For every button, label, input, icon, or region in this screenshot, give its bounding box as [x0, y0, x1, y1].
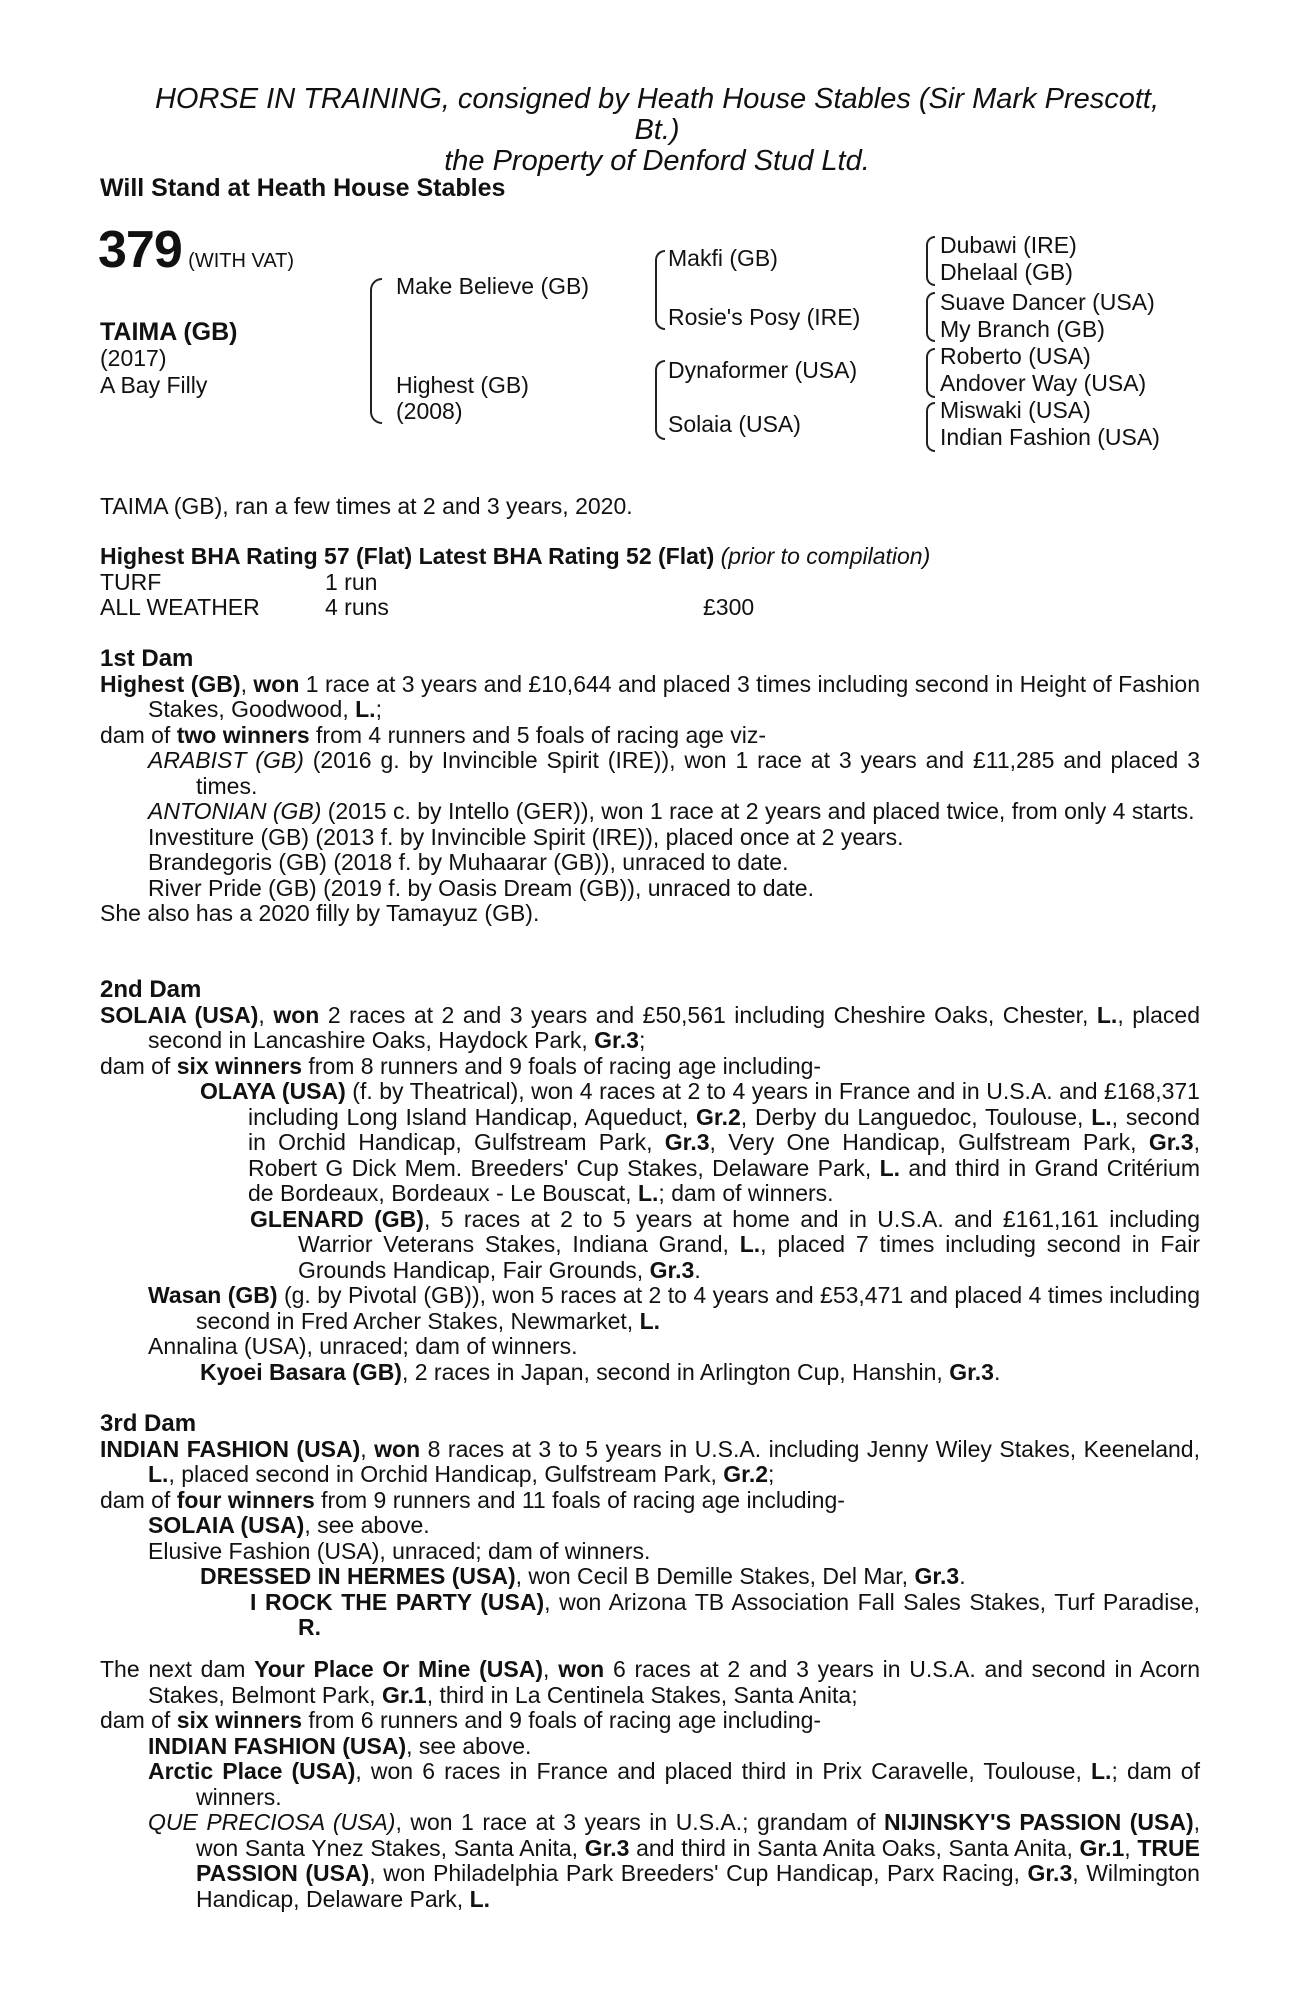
record-text: , won Cecil B Demille Stakes, Del Mar,: [515, 1563, 915, 1589]
group-grade: Gr.3: [584, 1834, 630, 1861]
first-dam-child: [100, 748, 1200, 799]
record-text: , Very One Handicap, Gulfstream Park,: [709, 1129, 1149, 1155]
record-text: , third in La Centinela Stakes, Santa Anita;: [426, 1681, 858, 1708]
record-text: , won Philadelphia Park Breeders' Cup Handicap, Parx Racing,: [369, 1860, 1028, 1886]
child-name: OLAYA (USA): [200, 1078, 346, 1104]
aw-label: ALL WEATHER: [100, 594, 260, 620]
winners-count: six winners: [176, 1052, 302, 1079]
first-dam-note: She also has a 2020 filly by Tamayuz (GB).: [100, 900, 540, 926]
glenard-entry: [100, 1207, 1200, 1284]
pedigree-dss: Roberto (USA): [940, 343, 1091, 369]
group-grade: Gr.1: [1079, 1834, 1125, 1861]
record-text: , see above.: [406, 1732, 532, 1759]
record-text: , see above.: [304, 1512, 430, 1538]
record-text: and third in Santa Anita Oaks, Santa Anita,: [629, 1834, 1080, 1861]
punct: .: [694, 1256, 701, 1283]
winners-count: four winners: [176, 1486, 315, 1513]
listed-grade: L.: [469, 1885, 491, 1912]
consignor-line: HORSE IN TRAINING, consigned by Heath House Stables (Sir Mark Prescott,: [154, 83, 1160, 115]
punct: ;: [768, 1461, 775, 1487]
group-grade: Gr.1: [381, 1681, 427, 1708]
won-label: won: [558, 1656, 605, 1682]
record-text: , won 6 races in France and placed third in Prix Caravelle, Toulouse,: [355, 1758, 1091, 1784]
arctic-entry: [100, 1759, 1200, 1810]
record-text: 6 races at 2 and 3 years in U.S.A. and second in Acorn Stakes, Belmont Park,: [148, 1656, 1201, 1708]
record-text: , Derby du Languedoc, Toulouse,: [740, 1103, 1092, 1130]
record-text: (g. by Pivotal (GB)), won 5 races at 2 to 4 years and £53,471 and placed 4 times including second in Fred Archer Stakes, Newmarket,: [196, 1282, 1200, 1334]
intro-text: The next dam: [100, 1656, 255, 1682]
second-dam-heading: 2nd Dam: [100, 976, 202, 1003]
child-name: QUE PRECIOSA (USA): [148, 1809, 396, 1835]
pedigree-dsd: Andover Way (USA): [940, 370, 1147, 396]
damof-text: dam of: [100, 1052, 177, 1079]
group-grade: Gr.3: [594, 1027, 639, 1053]
pedigree-dam: Highest (GB): [396, 372, 529, 398]
record-text: (f. by Theatrical), won 4 races at 2 to 4 years in France and in U.S.A. and £168,371 including Long Island Handicap, Aqueduct,: [248, 1078, 1200, 1130]
third-dam-produce: [100, 1488, 1200, 1514]
punct: ;: [638, 1027, 646, 1053]
child-name: GLENARD (GB): [250, 1205, 424, 1232]
group-grade: Gr.3: [914, 1563, 960, 1589]
first-dam-text: 1 race at 3 years and £10,644 and placed 3 times including second in Height of Fashion Stakes, Goodwood,: [148, 670, 1200, 722]
pedigree-sire: Make Believe (GB): [396, 273, 590, 299]
second-dam-produce: [100, 1054, 1200, 1080]
child-record: (2016 g. by Invincible Spirit (IRE)), won 1 race at 3 years and £11,285 and placed 3 times.: [196, 747, 1200, 799]
indian-entry: [100, 1734, 1200, 1760]
record-text: , 2 races in Japan, second in Arlington Cup, Hanshin,: [401, 1358, 950, 1385]
pedigree-ss: Makfi (GB): [668, 245, 778, 271]
aw-prize: £300: [703, 594, 755, 620]
first-dam-produce: [100, 723, 1200, 749]
group-grade: Gr.2: [723, 1461, 769, 1487]
punct: .: [959, 1563, 966, 1589]
pedigree-brace-dam: [655, 360, 665, 440]
lot-number-block: [98, 221, 295, 279]
first-dam-section: [100, 646, 1200, 927]
pedigree-brace-ds: [926, 348, 935, 398]
listed-grade: L.: [1091, 1103, 1112, 1130]
fourth-dam-section: [100, 1657, 1200, 1912]
record-text: ; dam of winners.: [196, 1758, 1200, 1810]
child-name: Wasan (GB): [148, 1282, 278, 1308]
solaia-entry: [100, 1513, 1200, 1539]
first-dam-child: Investiture (GB) (2013 f. by Invincible Spirit (IRE)), placed once at 2 years.: [148, 823, 904, 850]
que-entry: QUE PRECIOSA (USA), won 1 race at 3 years in U.S.A.; grandam of NIJINSKY'S PASSION (USA), won Santa Ynez Stakes, Santa Anita, Gr.3 and third in Santa Anita Oaks, Santa Anita, Gr.1, TRUE PASSION (USA), won Philadelphia Park Breeders' Cup Handicap, Parx Racing, Gr.3, Wilmington Handicap, Delaware Park, L.: [148, 1809, 1200, 1912]
pedigree-brace-sd: [926, 292, 935, 342]
runners-text: from 8 runners and 9 foals of racing age including-: [302, 1052, 822, 1079]
record-text: ; dam of winners.: [658, 1180, 834, 1206]
record-text: , second in Orchid Handicap, Gulfstream Park,: [248, 1103, 1200, 1155]
won-label: won: [273, 1001, 320, 1028]
horse-name: TAIMA (GB): [100, 318, 238, 346]
record-text: and third in Grand Critérium de Bordeaux, Bordeaux - Le Bouscat,: [248, 1154, 1200, 1206]
consignor-line-2: Bt.): [634, 114, 680, 146]
winners-count: two winners: [176, 721, 310, 748]
rating-line: [100, 544, 930, 570]
listed-grade: L.: [637, 1180, 659, 1206]
punct: .: [993, 1358, 1001, 1385]
grandchild-name: NIJINSKY'S PASSION (USA): [884, 1809, 1194, 1835]
won-label: won: [374, 1435, 421, 1462]
third-dam-section: [100, 1411, 1200, 1641]
lot-number: 379: [98, 221, 182, 279]
aw-runs: 4 runs: [325, 594, 389, 620]
record-text: 2 races at 2 and 3 years and £50,561 including Cheshire Oaks, Chester,: [319, 1001, 1097, 1028]
child-name: INDIAN FASHION (USA): [148, 1732, 407, 1759]
group-grade: Gr.3: [949, 1358, 994, 1385]
child-name: Arctic Place (USA): [148, 1758, 356, 1784]
child-name: Kyoei Basara (GB): [200, 1358, 402, 1385]
pedigree-ssd: Dhelaal (GB): [940, 259, 1073, 285]
first-dam-child: [100, 799, 1200, 825]
record-text: , placed second in Orchid Handicap, Gulfstream Park,: [168, 1461, 724, 1487]
group-grade: Gr.3: [1027, 1860, 1073, 1886]
property-line: the Property of Denford Stud Ltd.: [444, 145, 870, 177]
child-record: (2015 c. by Intello (GER)), won 1 race at 2 years and placed twice, from only 4 starts.: [321, 798, 1195, 824]
annalina-entry: Annalina (USA), unraced; dam of winners.: [148, 1333, 578, 1359]
second-dam-section: [100, 977, 1200, 1385]
pedigree-sds: Suave Dancer (USA): [940, 289, 1155, 315]
listed-grade: L.: [1090, 1758, 1112, 1784]
record-text: , 5 races at 2 to 5 years at home and in U.S.A. and £161,161 including Warrior Veterans Stakes, Indiana Grand,: [298, 1205, 1200, 1257]
second-dam-record: SOLAIA (USA), won 2 races at 2 and 3 years and £50,561 including Cheshire Oaks, Chester, L., placed second in Lancashire Oaks, Haydock Park, Gr.3;: [100, 1001, 1200, 1053]
record-text: , Wilmington Handicap, Delaware Park,: [196, 1860, 1200, 1912]
group-grade: Gr.2: [696, 1103, 741, 1130]
group-grade: Gr.3: [664, 1129, 710, 1155]
third-dam-record: INDIAN FASHION (USA), won 8 races at 3 to 5 years in U.S.A. including Jenny Wiley Stakes, Keeneland, L., placed second in Orchid Handicap, Gulfstream Park, Gr.2;: [100, 1435, 1200, 1487]
pedigree-dds: Miswaki (USA): [940, 397, 1091, 423]
rating-note: (prior to compilation): [720, 543, 931, 569]
pedigree-sdd: My Branch (GB): [940, 316, 1105, 342]
pedigree-sss: Dubawi (IRE): [940, 232, 1077, 258]
listed-grade: L.: [639, 1307, 661, 1334]
fourth-dam-produce: [100, 1708, 1200, 1734]
pedigree-ds: Dynaformer (USA): [668, 357, 858, 383]
pedigree-brace-dd: [926, 402, 935, 452]
child-name: I ROCK THE PARTY (USA): [250, 1588, 545, 1615]
elusive-entry: Elusive Fashion (USA), unraced; dam of winners.: [148, 1537, 651, 1564]
group-grade: Gr.3: [1148, 1129, 1194, 1155]
first-dam-heading: 1st Dam: [100, 645, 194, 672]
record-text: , placed 7 times including second in Fair Grounds Handicap, Fair Grounds,: [298, 1231, 1200, 1283]
first-dam-record: Highest (GB), won 1 race at 3 years and £10,644 and placed 3 times including second in Height of Fashion Stakes, Goodwood, L.;: [100, 670, 1200, 722]
runners-text: from 9 runners and 11 foals of racing age including-: [314, 1486, 845, 1513]
pedigree-ddd: Indian Fashion (USA): [940, 424, 1160, 450]
listed-grade: L.: [355, 696, 376, 722]
restricted-grade: R.: [298, 1614, 321, 1640]
first-dam-child: Brandegoris (GB) (2018 f. by Muhaarar (GB)), unraced to date.: [148, 849, 789, 875]
winners-count: six winners: [176, 1707, 302, 1733]
irock-entry: [100, 1590, 1200, 1641]
record-text: , placed second in Lancashire Oaks, Haydock Park,: [148, 1001, 1200, 1053]
listed-grade: L.: [148, 1461, 169, 1487]
first-dam-name: Highest (GB): [100, 670, 241, 697]
turf-label: TURF: [100, 569, 162, 595]
kyoei-entry: [100, 1360, 1200, 1386]
third-dam-name: INDIAN FASHION (USA): [100, 1435, 361, 1462]
dressed-entry: [100, 1564, 1200, 1590]
pedigree-dd: Solaia (USA): [668, 411, 801, 437]
stand-line: Will Stand at Heath House Stables: [100, 174, 506, 202]
grandchild-name: TRUE PASSION (USA): [196, 1834, 1200, 1886]
horse-description: A Bay Filly: [100, 372, 208, 398]
child-name: ANTONIAN (GB): [148, 798, 322, 824]
listed-grade: L.: [739, 1231, 761, 1257]
horse-year: (2017): [100, 345, 167, 371]
record-text: , won Arizona TB Association Fall Sales Stakes, Turf Paradise,: [544, 1588, 1200, 1615]
damof-text: dam of: [100, 1707, 177, 1733]
child-name: SOLAIA (USA): [148, 1512, 305, 1538]
pedigree-brace-parents: [370, 278, 382, 424]
child-name: ARABIST (GB): [148, 747, 304, 773]
group-grade: Gr.3: [649, 1256, 695, 1283]
pedigree-sd: Rosie's Posy (IRE): [668, 304, 861, 330]
listed-grade: L.: [879, 1154, 901, 1181]
record-text: , won 1 race at 3 years in U.S.A.; grandam of: [395, 1809, 885, 1835]
wasan-entry: [100, 1283, 1200, 1334]
punct: ;: [375, 696, 382, 722]
record-text: , won Santa Ynez Stakes, Santa Anita,: [196, 1809, 1200, 1861]
race-summary: TAIMA (GB), ran a few times at 2 and 3 years, 2020.: [100, 493, 633, 519]
vat-note: (WITH VAT): [188, 250, 295, 272]
damof-text: dam of: [100, 1486, 177, 1513]
fourth-dam-record: The next dam Your Place Or Mine (USA), won 6 races at 2 and 3 years in U.S.A. and second in Acorn Stakes, Belmont Park, Gr.1, third in La Centinela Stakes, Santa Anita;: [100, 1656, 1201, 1708]
pedigree-dam-year: (2008): [396, 398, 463, 424]
olaya-entry: [100, 1079, 1200, 1207]
pedigree-brace-ss: [926, 236, 935, 286]
pedigree-brace-sire: [655, 250, 665, 330]
listed-grade: L.: [1096, 1001, 1118, 1028]
turf-runs: 1 run: [325, 569, 378, 595]
first-dam-child: River Pride (GB) (2019 f. by Oasis Dream (GB)), unraced to date.: [148, 874, 814, 901]
record-text: 8 races at 3 to 5 years in U.S.A. including Jenny Wiley Stakes, Keeneland,: [420, 1435, 1200, 1462]
second-dam-name: SOLAIA (USA): [100, 1001, 259, 1028]
won-label: won: [253, 670, 300, 697]
rating-values: Highest BHA Rating 57 (Flat) Latest BHA Rating 52 (Flat): [100, 543, 715, 569]
child-name: DRESSED IN HERMES (USA): [200, 1563, 516, 1589]
third-dam-heading: 3rd Dam: [100, 1410, 197, 1437]
damof-text: dam of: [100, 721, 177, 748]
record-text: , Robert G Dick Mem. Breeders' Cup Stakes, Delaware Park,: [248, 1129, 1200, 1181]
fourth-dam-name: Your Place Or Mine (USA): [254, 1656, 544, 1682]
runners-text: from 4 runners and 5 foals of racing age viz-: [309, 721, 767, 748]
runners-text: from 6 runners and 9 foals of racing age including-: [302, 1707, 822, 1733]
